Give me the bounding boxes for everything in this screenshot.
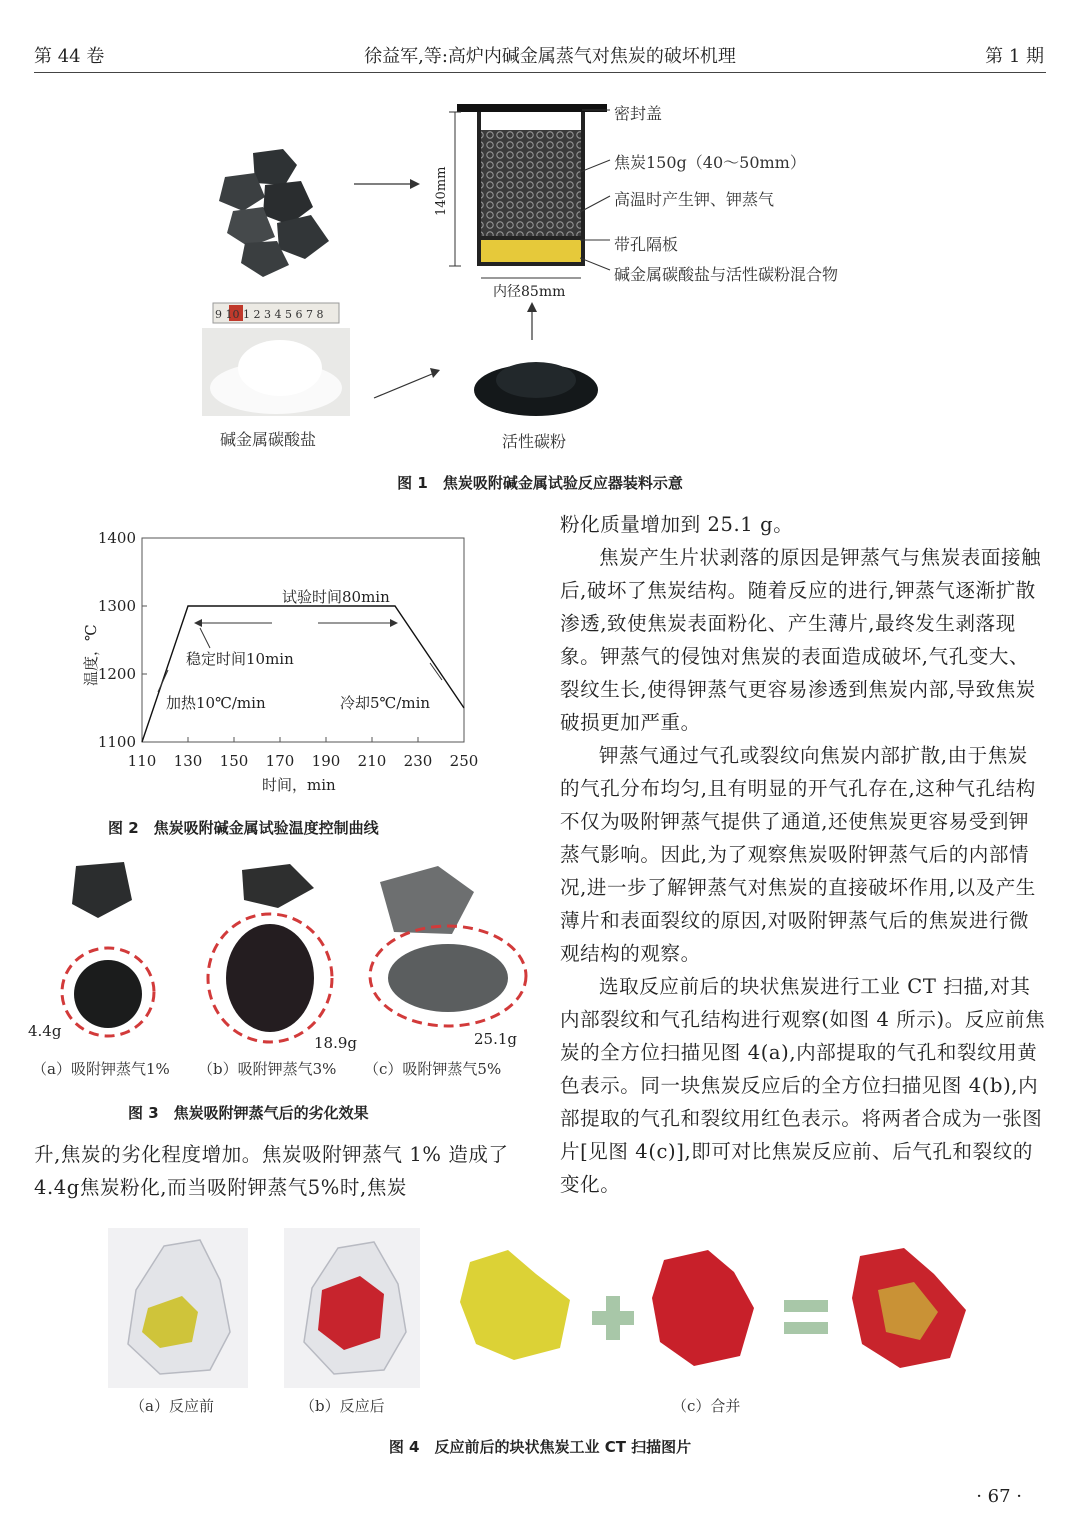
salt-photo — [202, 328, 350, 416]
left-column-text — [34, 1138, 520, 1204]
x-tick-label: 150 — [219, 752, 249, 770]
x-tick-label: 250 — [449, 752, 479, 770]
ct-yellow-pores — [460, 1250, 570, 1360]
figure-1-caption: 图 1 焦炭吸附碱金属试验反应器装料示意 — [397, 474, 683, 492]
issue-label: 第 1 期 — [985, 46, 1044, 67]
annotation-test-time: 试验时间80min — [282, 588, 390, 606]
reactor-label-mixture: 碱金属碳酸盐与活性碳粉混合物 — [614, 265, 839, 284]
reactor-label-lid: 密封盖 — [614, 104, 663, 123]
figure-4-label-b: （b）反应后 — [300, 1397, 385, 1415]
figure-4-images — [108, 1228, 978, 1392]
carbon-arrow — [522, 302, 542, 342]
figure-4-label-a: （a）反应前 — [130, 1397, 214, 1415]
volume-label: 第 44 卷 — [34, 46, 105, 67]
height-label: 140mm — [434, 166, 449, 216]
figure-2-caption: 图 2 焦炭吸附碱金属试验温度控制曲线 — [108, 819, 379, 837]
figure-3-label-b: （b）吸附钾蒸气3% — [198, 1060, 337, 1078]
figure-3-label-a: （a）吸附钾蒸气1% — [32, 1060, 170, 1078]
paragraph-1: 粉化质量增加到 25.1 g。 — [560, 513, 794, 536]
header-rule — [34, 72, 1046, 73]
y-tick-label: 1200 — [97, 665, 136, 683]
salt-photo-label: 碱金属碳酸盐 — [220, 430, 317, 449]
y-axis-label: 温度，℃ — [82, 624, 100, 686]
paragraph-2: 焦炭产生片状剥落的原因是钾蒸气与焦炭表面接触后,破坏了焦炭结构。随着反应的进行,钾蒸气逐渐扩散渗透,致使焦炭表面粉化、产生薄片,最终发生剥落现象。钾蒸气的侵蚀对焦炭的表面造成破坏,气孔变大、裂纹生长,使得钾蒸气更容易渗透到焦炭内部,导致焦炭破损更加严重。 — [560, 546, 1042, 734]
coke-lump-a — [72, 862, 132, 918]
reactor-label-plate: 带孔隔板 — [614, 235, 679, 254]
figure-4-caption: 图 4 反应前后的块状焦炭工业 CT 扫描图片 — [388, 1438, 692, 1456]
coke-lump-b — [242, 864, 314, 908]
annotation-stable-time: 稳定时间10min — [186, 650, 294, 668]
perforated-plate — [481, 236, 581, 240]
coke-photo — [205, 145, 345, 335]
left-paragraph: 升,焦炭的劣化程度增加。焦炭吸附钾蒸气 1% 造成了4.4g焦炭粉化,而当吸附钾蒸气5%时,焦炭 — [34, 1143, 509, 1199]
figure-1 — [0, 80, 1080, 500]
page-number: · 67 · — [976, 1486, 1022, 1507]
paragraph-3: 钾蒸气通过气孔或裂纹向焦炭内部扩散,由于焦炭的气孔分布均匀,且有明显的开气孔存在,这种气孔结构不仅为吸附钾蒸气提供了通道,还使焦炭更容易受到钾蒸气影响。因此,为了观察焦炭吸附钾蒸气后的内部情况,进一步了解钾蒸气对焦炭的直接破坏作用,以及产生薄片和表面裂纹的原因,对吸附钾蒸气后的焦炭进行微观结构的观察。 — [560, 744, 1036, 965]
y-tick-label: 1100 — [97, 733, 136, 751]
reactor-label-coke: 焦炭150g（40～50mm） — [614, 153, 806, 172]
salt-carbon-mixture — [481, 240, 581, 262]
running-title: 徐益军,等:高炉内碱金属蒸气对焦炭的破坏机理 — [364, 46, 736, 67]
mass-b: 18.9g — [314, 1034, 358, 1052]
mass-a: 4.4g — [28, 1022, 62, 1040]
ct-red-pores — [652, 1250, 754, 1366]
diameter-label: 内径85mm — [493, 284, 566, 300]
carbon-photo — [466, 350, 606, 422]
reactor-label-vapor: 高温时产生钾、钾蒸气 — [614, 190, 775, 209]
coke-lump-c — [380, 866, 474, 934]
figure-3-photos — [28, 852, 533, 1052]
paragraph-4: 选取反应前后的块状焦炭进行工业 CT 扫描,对其内部裂纹和气孔结构进行观察(如图 4 所示)。反应前焦炭的全方位扫描见图 4(a),内部提取的气孔和裂纹用黄色表示。同一块焦炭反应后的全方位扫描见图 4(b),内部提取的气孔和裂纹用红色表示。将两者合成为一张图片[见图 4(c)],即可对比焦炭反应前、后气孔和裂纹的变化。 — [560, 975, 1046, 1196]
temperature-chart — [50, 520, 490, 800]
y-tick-label: 1400 — [97, 529, 136, 547]
x-tick-label: 210 — [357, 752, 387, 770]
y-tick-label: 1300 — [97, 597, 136, 615]
ruler-text: 9 10 1 2 3 4 5 6 7 8 — [215, 308, 324, 321]
carbon-photo-label: 活性碳粉 — [502, 432, 567, 451]
figure-4-label-c: （c）合并 — [672, 1397, 741, 1415]
x-tick-label: 130 — [173, 752, 203, 770]
x-tick-label: 110 — [127, 752, 157, 770]
x-tick-label: 230 — [403, 752, 433, 770]
annotation-cooling: 冷却5℃/min — [340, 694, 431, 712]
annotation-heating: 加热10℃/min — [166, 694, 266, 712]
right-column-text — [560, 508, 1046, 1201]
x-tick-label: 190 — [311, 752, 341, 770]
equals-sign — [784, 1300, 828, 1312]
figure-3-caption: 图 3 焦炭吸附钾蒸气后的劣化效果 — [128, 1104, 369, 1122]
x-tick-label: 170 — [265, 752, 295, 770]
coke-bed — [481, 130, 581, 236]
x-axis-label: 时间，min — [262, 776, 336, 794]
temperature-curve — [142, 606, 464, 742]
mass-c: 25.1g — [474, 1030, 518, 1048]
figure-3-label-c: （c）吸附钾蒸气5% — [364, 1060, 502, 1078]
